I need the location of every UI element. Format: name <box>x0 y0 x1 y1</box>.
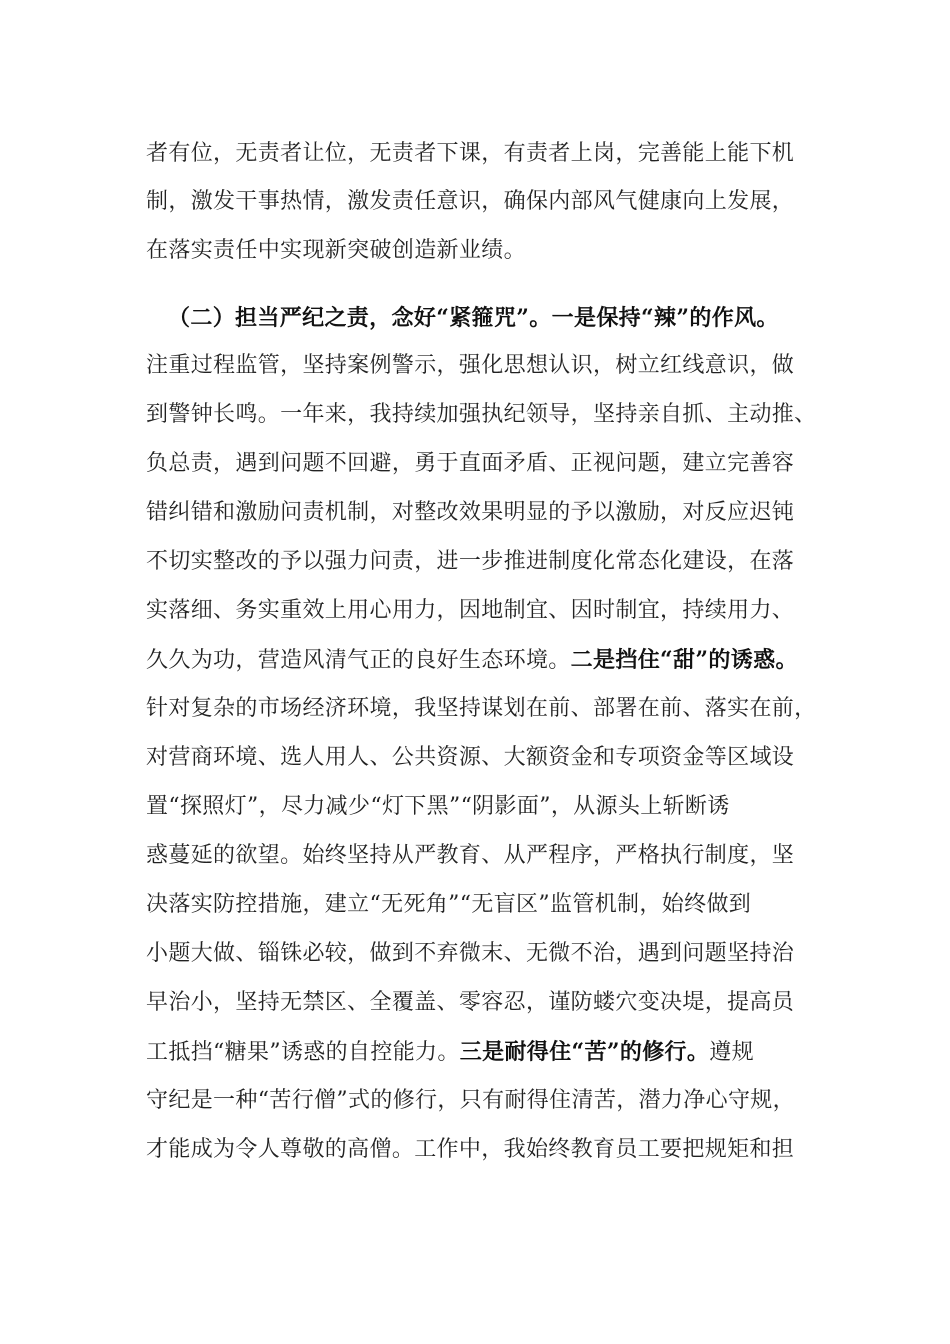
paragraph-line: 制，激发干事热情，激发责任意识，确保内部风气健康向上发展， <box>146 189 795 214</box>
subheading: 三是耐得住“苦”的修行。 <box>459 1039 710 1065</box>
paragraph-line: 才能成为令人尊敬的高僧。工作中，我始终教育员工要把规矩和担 <box>146 1137 795 1162</box>
paragraph-text: 工抵挡“糖果”诱惑的自控能力。 <box>146 1040 460 1065</box>
paragraph-line: 负总责，遇到问题不回避，勇于直面矛盾、正视问题，建立完善容 <box>146 451 795 476</box>
paragraph-line: 置“探照灯”，尽力减少“灯下黑”“阴影面”，从源头上斩断诱 <box>146 794 730 819</box>
paragraph-line <box>146 645 826 675</box>
paragraph-text: 遵规 <box>709 1040 754 1065</box>
paragraph-line: 针对复杂的市场经济环境，我坚持谋划在前、部署在前、落实在前， <box>146 696 817 721</box>
subheading: 一是保持“辣”的作风。 <box>551 305 779 331</box>
paragraph-line: 小题大做、锱铢必较，做到不弃微末、无微不治，遇到问题坚持治 <box>146 941 795 966</box>
paragraph-line: 对营商环境、选人用人、公共资源、大额资金和专项资金等区域设 <box>146 745 795 770</box>
section-heading-line <box>168 303 848 333</box>
paragraph-line: 守纪是一种“苦行僧”式的修行，只有耐得住清苦，潜力净心守规， <box>146 1088 795 1113</box>
section-heading: （二）担当严纪之责，念好“紧箍咒”。 <box>168 305 552 331</box>
paragraph-line: 注重过程监管，坚持案例警示，强化思想认识，树立红线意识，做 <box>146 353 795 378</box>
paragraph-text: 久久为功，营造风清气正的良好生态环境。 <box>146 648 571 673</box>
paragraph-line: 惑蔓延的欲望。始终坚持从严教育、从严程序，严格执行制度，坚 <box>146 843 795 868</box>
paragraph-line: 早治小，坚持无禁区、全覆盖、零容忍，谨防蝼穴变决堤，提高员 <box>146 990 795 1015</box>
subheading: 二是挡住“甜”的诱惑。 <box>570 647 798 673</box>
paragraph-line: 不切实整改的予以强力问责，进一步推进制度化常态化建设，在落 <box>146 549 795 574</box>
paragraph-line: 者有位，无责者让位，无责者下课，有责者上岗，完善能上能下机 <box>146 141 795 166</box>
paragraph-line: 错纠错和激励问责机制，对整改效果明显的予以激励，对反应迟钝 <box>146 500 795 525</box>
paragraph-line: 在落实责任中实现新突破创造新业绩。 <box>146 238 526 263</box>
paragraph-line: 到警钟长鸣。一年来，我持续加强执纪领导，坚持亲自抓、主动推、 <box>146 402 817 427</box>
paragraph-line: 决落实防控措施，建立“无死角”“无盲区”监管机制，始终做到 <box>146 892 752 917</box>
paragraph-line: 实落细、务实重效上用心用力，因地制宜、因时制宜，持续用力、 <box>146 598 795 623</box>
paragraph-line <box>146 1037 826 1067</box>
